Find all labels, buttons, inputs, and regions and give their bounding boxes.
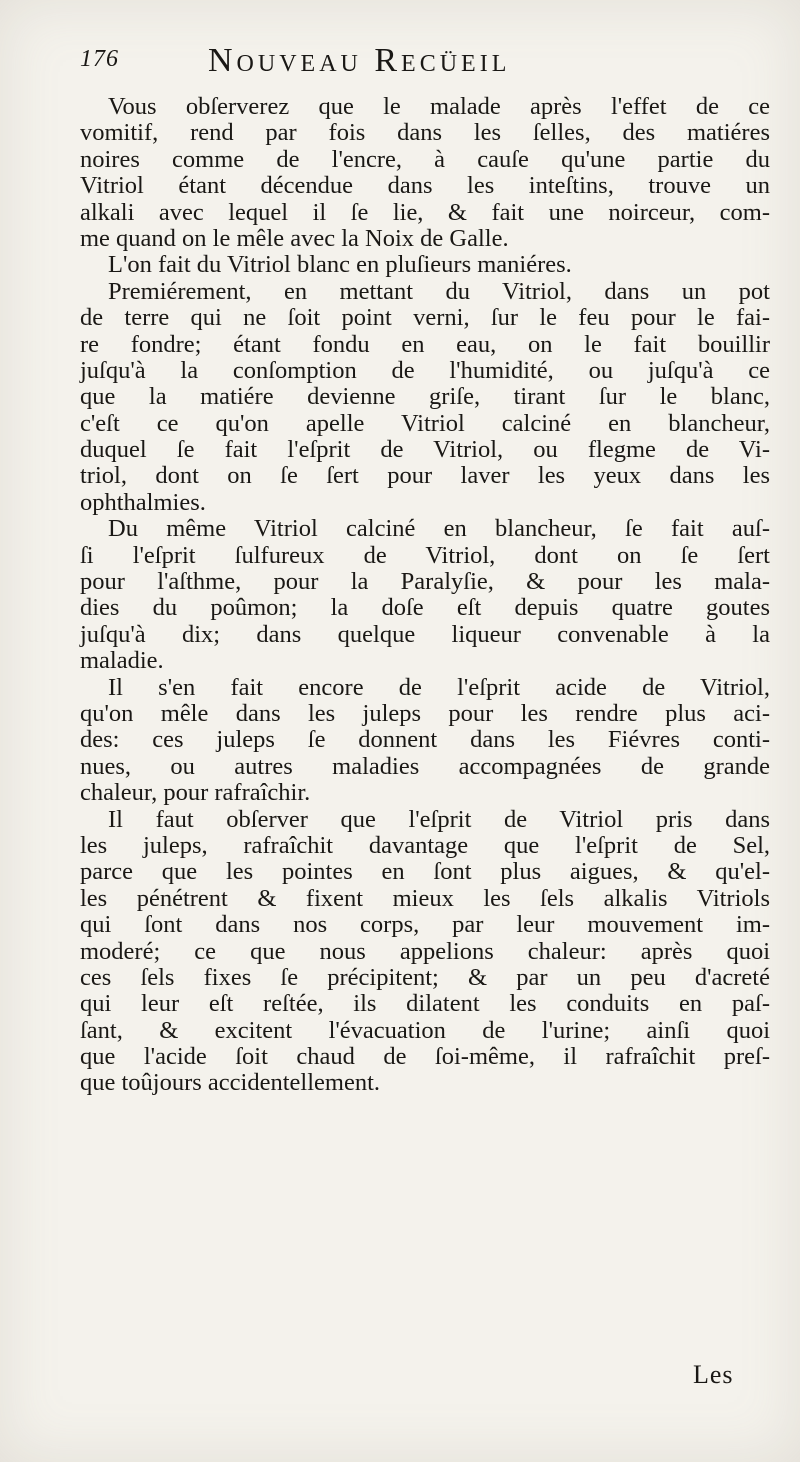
- text-line: les pénétrent & fixent mieux les ſels alkalis Vitriols: [80, 884, 770, 912]
- text-line: alkali avec lequel il ſe lie, & fait une noirceur, com-: [80, 198, 770, 226]
- text-line: Vitriol étant décendue dans les inteſtins, trouve un: [80, 172, 770, 200]
- text-line: maladie.: [80, 647, 164, 675]
- running-head: Nouveau Recüeil: [208, 42, 511, 79]
- text-line: triol, dont on ſe ſert pour laver les yeux dans les: [80, 462, 770, 490]
- text-line: Premiérement, en mettant du Vitriol, dans un pot: [108, 277, 770, 305]
- text-line: me quand on le mêle avec la Noix de Galle.: [80, 224, 509, 252]
- text-line: juſqu'à dix; dans quelque liqueur convenable à la: [80, 620, 770, 648]
- text-line: qui leur eſt reſtée, ils dilatent les conduits en paſ-: [80, 990, 770, 1018]
- text-line: vomitif, rend par fois dans les ſelles, des matiéres: [80, 119, 770, 147]
- text-line: que l'acide ſoit chaud de ſoi-même, il rafraîchit preſ-: [80, 1043, 770, 1071]
- text-line: des: ces juleps ſe donnent dans les Fiévres conti-: [80, 726, 770, 754]
- text-line: nues, ou autres maladies accompagnées de grande: [80, 752, 770, 780]
- text-line: chaleur, pour rafraîchir.: [80, 779, 311, 807]
- text-line: de terre qui ne ſoit point verni, ſur le feu pour le fai-: [80, 304, 770, 332]
- text-line: les juleps, rafraîchit davantage que l'eſprit de Sel,: [80, 831, 770, 859]
- text-line: pour l'aſthme, pour la Paralyſie, & pour les mala-: [80, 568, 770, 596]
- text-line: Du même Vitriol calciné en blancheur, ſe fait auſ-: [108, 515, 770, 543]
- text-line: moderé; ce que nous appelions chaleur: après quoi: [80, 937, 770, 965]
- page-header: [80, 42, 740, 86]
- text-line: qu'on mêle dans les juleps pour les rendre plus aci-: [80, 699, 770, 727]
- text-line: duquel ſe fait l'eſprit de Vitriol, ou flegme de Vi-: [80, 436, 770, 464]
- catchword: Les: [693, 1360, 734, 1389]
- text-line: L'on fait du Vitriol blanc en pluſieurs maniéres.: [108, 251, 572, 279]
- text-line: ces ſels fixes ſe précipitent; & par un peu d'acreté: [80, 963, 770, 991]
- text-line: Il faut obſerver que l'eſprit de Vitriol pris dans: [108, 805, 770, 833]
- text-line: juſqu'à la conſomption de l'humidité, ou juſqu'à ce: [80, 356, 770, 384]
- text-line: ſi l'eſprit ſulfureux de Vitriol, dont on ſe ſert: [80, 541, 770, 569]
- text-line: re fondre; étant fondu en eau, on le fait bouillir: [80, 330, 770, 358]
- text-line: c'eſt ce qu'on apelle Vitriol calciné en blancheur,: [80, 409, 770, 437]
- text-line: Il s'en fait encore de l'eſprit acide de Vitriol,: [108, 673, 770, 701]
- body-text: [80, 94, 770, 1097]
- text-line: noires comme de l'encre, à cauſe qu'une partie du: [80, 145, 770, 173]
- text-line: que la matiére devienne griſe, tirant ſur le blanc,: [80, 383, 770, 411]
- text-line: ophthalmies.: [80, 488, 206, 516]
- page-number: 176: [80, 46, 119, 72]
- text-line: qui ſont dans nos corps, par leur mouvement im-: [80, 911, 770, 939]
- text-line: ſant, & excitent l'évacuation de l'urine; ainſi quoi: [80, 1016, 770, 1044]
- text-line: dies du poûmon; la doſe eſt depuis quatre goutes: [80, 594, 770, 622]
- text-line: parce que les pointes en ſont plus aigues, & qu'el-: [80, 858, 770, 886]
- text-line: que toûjours accidentellement.: [80, 1069, 381, 1097]
- text-line: Vous obſerverez que le malade après l'effet de ce: [108, 93, 770, 120]
